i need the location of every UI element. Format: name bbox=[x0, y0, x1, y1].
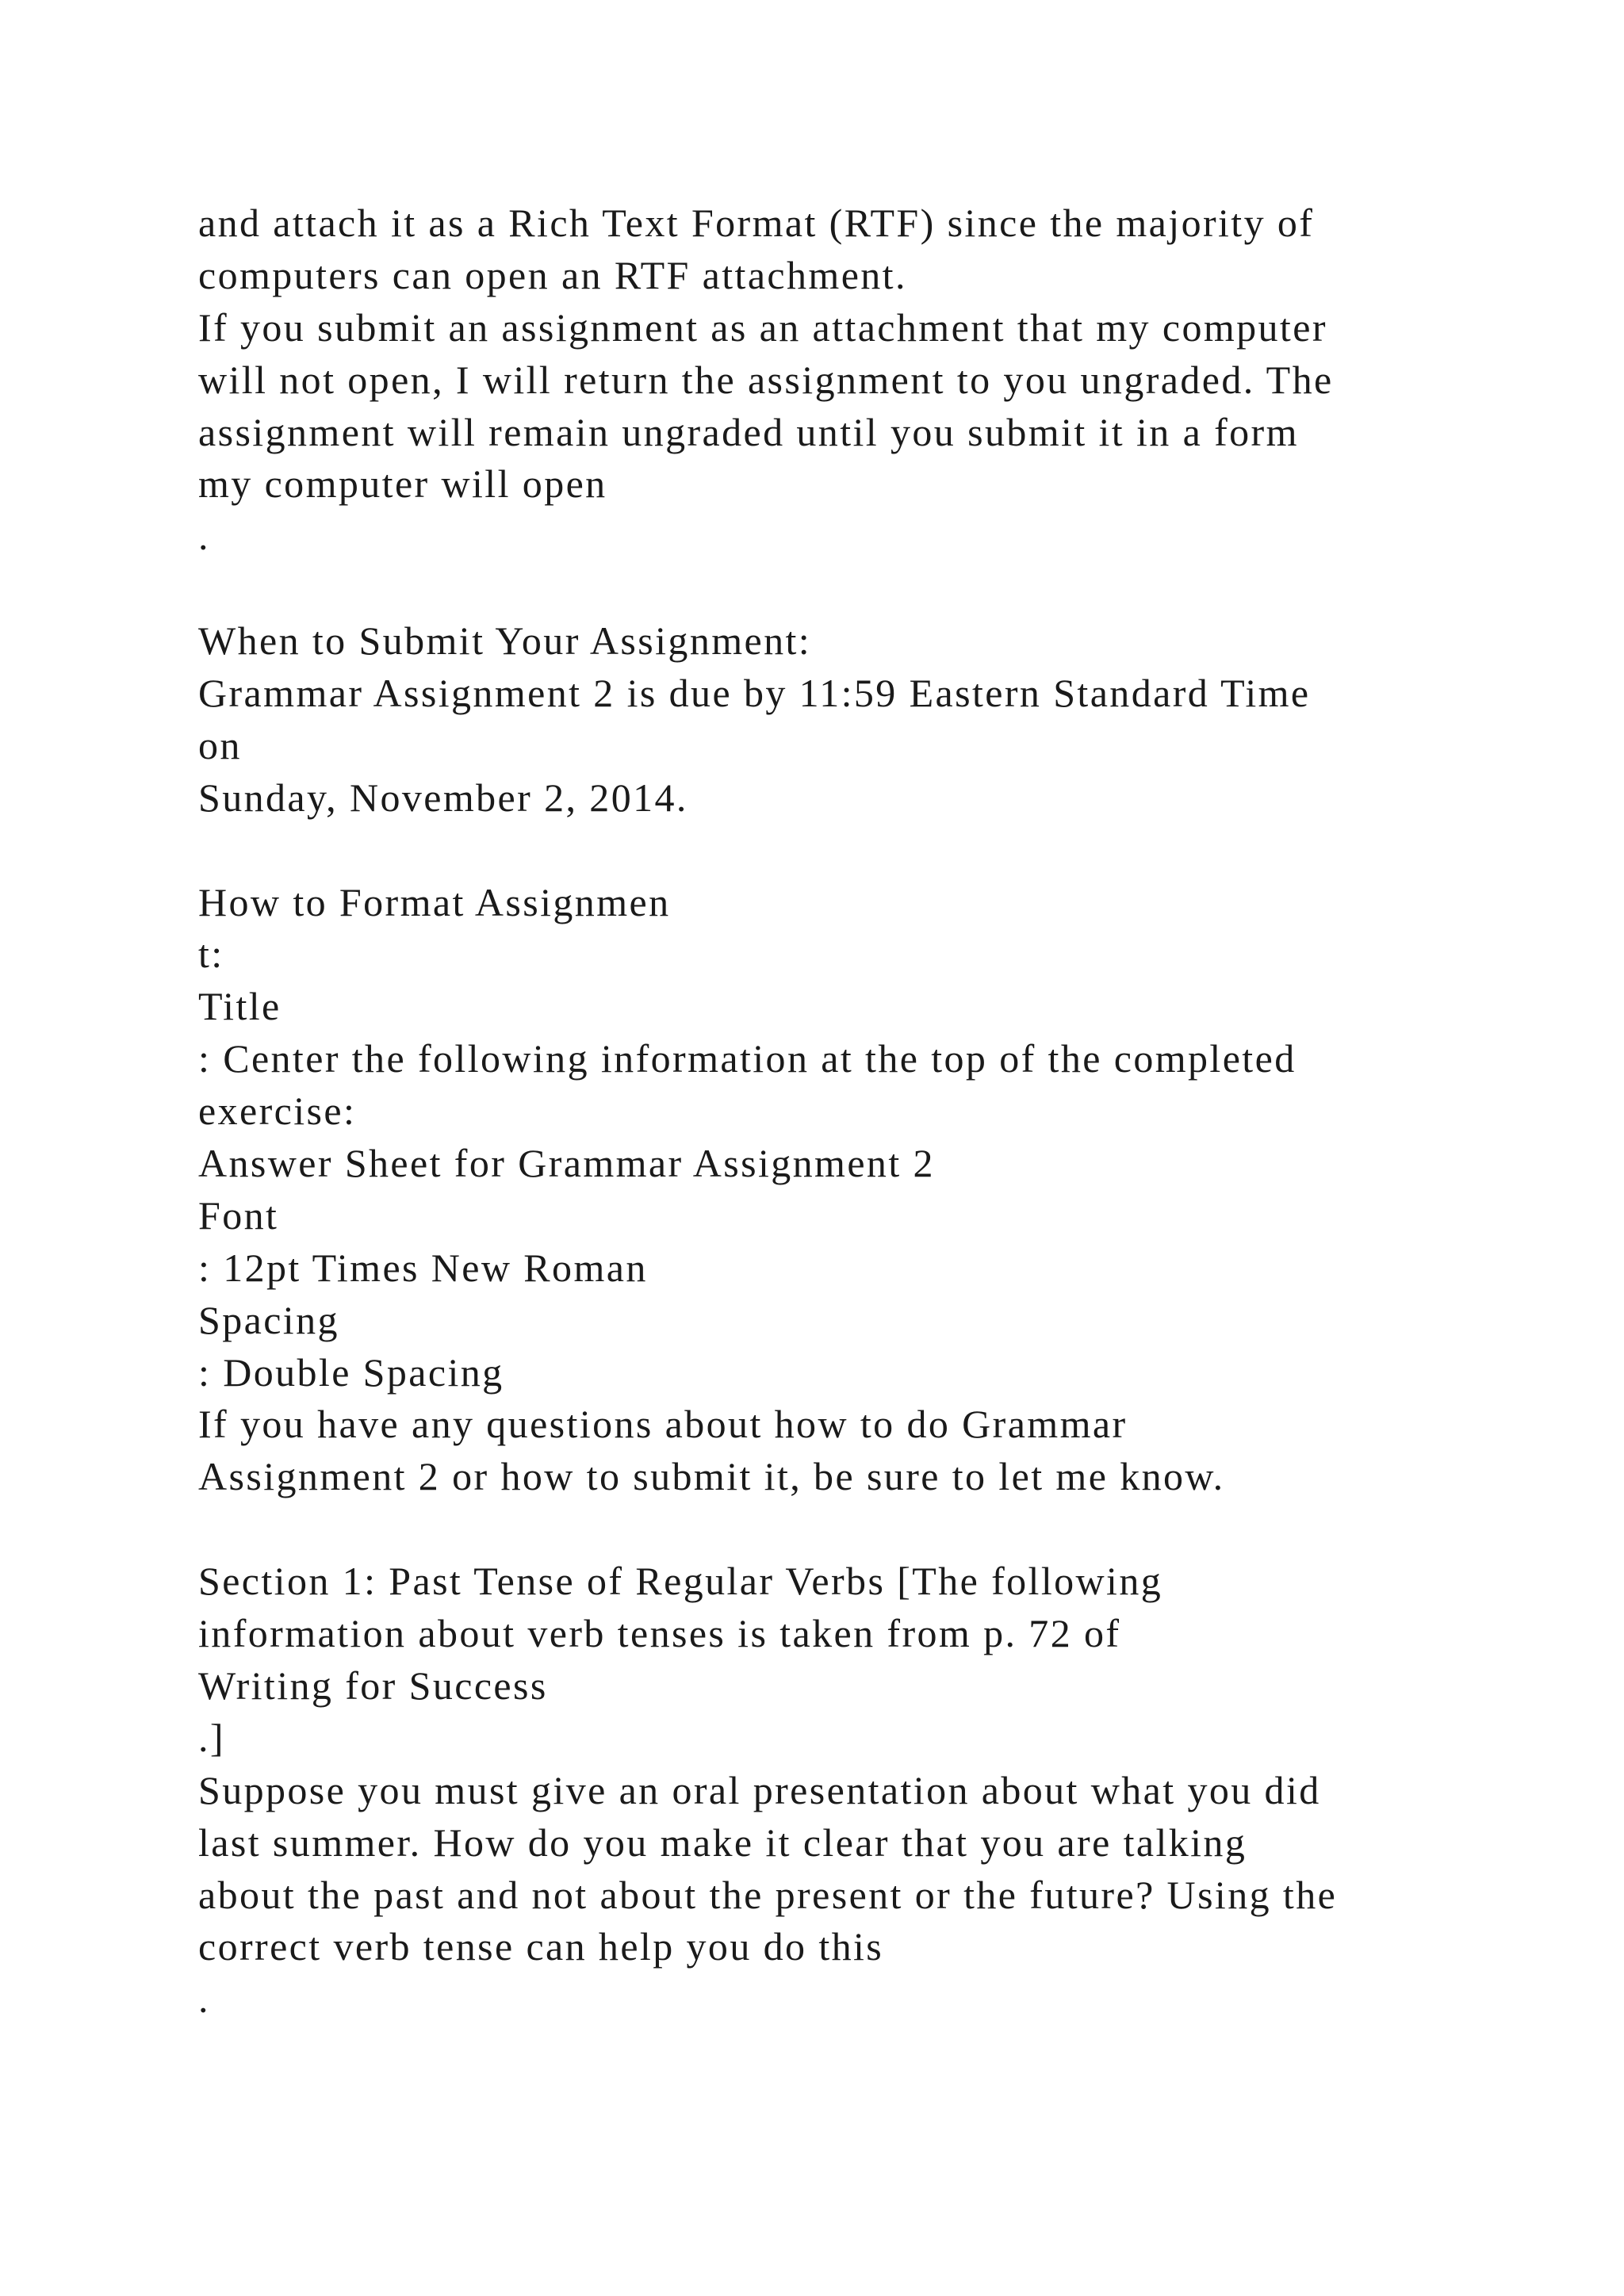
text-line: .] bbox=[198, 1715, 225, 1760]
format-label-font: Font bbox=[198, 1192, 279, 1238]
text-line: Suppose you must give an oral presentation about what you did bbox=[198, 1767, 1321, 1812]
text-line: exercise: bbox=[198, 1089, 357, 1134]
text-line: computers can open an RTF attachment. bbox=[198, 252, 907, 297]
due-date: Sunday, November 2, 2014. bbox=[198, 775, 688, 820]
text-line: assignment will remain ungraded until you submit it in a form bbox=[198, 409, 1299, 454]
format-label-title: Title bbox=[198, 984, 282, 1029]
book-title: Writing for Success bbox=[198, 1663, 548, 1708]
text-line: and attach it as a Rich Text Format (RTF) since the majority of bbox=[198, 201, 1315, 245]
blank-line bbox=[198, 825, 1546, 877]
text-line: . bbox=[198, 1976, 210, 2022]
text-line: correct verb tense can help you do this bbox=[198, 1924, 884, 1969]
text-line: : 12pt Times New Roman bbox=[198, 1245, 648, 1290]
text-line: If you have any questions about how to do Grammar bbox=[198, 1402, 1128, 1447]
text-line: : Double Spacing bbox=[198, 1349, 504, 1395]
text-line: t: bbox=[198, 932, 224, 977]
document-body bbox=[198, 197, 1546, 2026]
format-label-spacing: Spacing bbox=[198, 1297, 339, 1342]
text-line: : Center the following information at the top of the completed bbox=[198, 1036, 1297, 1081]
text-line: Answer Sheet for Grammar Assignment 2 bbox=[198, 1141, 935, 1186]
text-line: about the past and not about the present or the future? Using the bbox=[198, 1872, 1338, 1917]
text-line: information about verb tenses is taken from p. 72 of bbox=[198, 1611, 1121, 1656]
section-heading: When to Submit Your Assignment: bbox=[198, 618, 812, 664]
text-line: Grammar Assignment 2 is due by 11:59 Eastern Standard Time bbox=[198, 671, 1311, 716]
text-line: If you submit an assignment as an attachment that my computer bbox=[198, 304, 1327, 350]
section-heading: How to Format Assignmen bbox=[198, 879, 671, 924]
text-line: will not open, I will return the assignment to you ungraded. The bbox=[198, 357, 1334, 402]
text-line: Assignment 2 or how to submit it, be sure to let me know. bbox=[198, 1454, 1225, 1499]
text-line: . bbox=[198, 514, 210, 559]
section-heading: Section 1: Past Tense of Regular Verbs [The following bbox=[198, 1559, 1163, 1604]
text-line: on bbox=[198, 722, 242, 767]
blank-line bbox=[198, 1503, 1546, 1556]
blank-line bbox=[198, 563, 1546, 615]
text-line: my computer will open bbox=[198, 461, 607, 507]
text-line: last summer. How do you make it clear that you are talking bbox=[198, 1820, 1247, 1865]
